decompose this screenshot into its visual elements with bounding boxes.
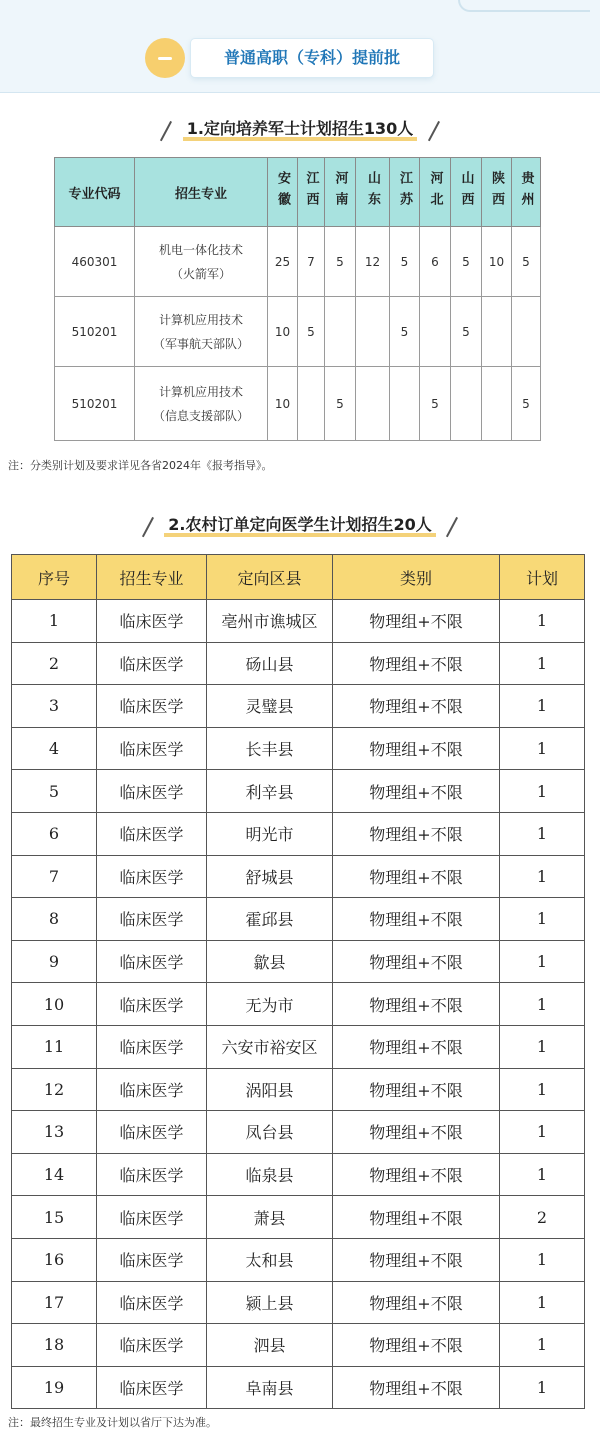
decorative-corner (458, 0, 590, 12)
table-row (12, 1025, 585, 1068)
major-cell: 临床医学 (97, 1068, 207, 1111)
category-cell: 物理组+不限 (333, 642, 500, 685)
major-cell: 临床医学 (97, 1111, 207, 1154)
major-name-cell (135, 297, 268, 367)
category-cell: 物理组+不限 (333, 940, 500, 983)
index-cell: 7 (12, 855, 97, 898)
category-cell: 物理组+不限 (333, 1196, 500, 1239)
quota-cell: 7 (298, 227, 325, 297)
table-row (12, 1366, 585, 1409)
part1-heading (0, 116, 600, 140)
table-row (12, 1238, 585, 1281)
district-cell: 涡阳县 (207, 1068, 333, 1111)
district-cell: 颍上县 (207, 1281, 333, 1324)
major-cell: 临床医学 (97, 1324, 207, 1367)
column-header: 河北 (420, 158, 451, 227)
military-plan-table (54, 157, 541, 441)
major-name-cell (135, 367, 268, 441)
quota-cell (451, 367, 482, 441)
major-code-cell: 460301 (55, 227, 135, 297)
column-header: 江苏 (390, 158, 420, 227)
category-cell: 物理组+不限 (333, 1324, 500, 1367)
index-cell: 6 (12, 812, 97, 855)
quota-cell (482, 367, 512, 441)
index-cell: 3 (12, 685, 97, 728)
column-header: 招生专业 (97, 555, 207, 600)
major-cell: 临床医学 (97, 642, 207, 685)
quota-cell (390, 367, 420, 441)
quota-cell: 5 (420, 367, 451, 441)
quota-cell: 5 (298, 297, 325, 367)
plan-cell: 1 (500, 685, 585, 728)
category-cell: 物理组+不限 (333, 685, 500, 728)
table-header-row (12, 555, 585, 600)
column-header: 贵州 (512, 158, 541, 227)
index-cell: 14 (12, 1153, 97, 1196)
quota-cell: 10 (268, 297, 298, 367)
quota-cell (420, 297, 451, 367)
index-cell: 10 (12, 983, 97, 1026)
quota-cell (325, 297, 356, 367)
index-cell: 5 (12, 770, 97, 813)
quota-cell: 12 (356, 227, 390, 297)
quota-cell: 25 (268, 227, 298, 297)
part2-title: 2.农村订单定向医学生计划招生20人 (168, 515, 432, 534)
table-row (55, 297, 541, 367)
district-cell: 泗县 (207, 1324, 333, 1367)
column-header: 招生专业 (135, 158, 268, 227)
table-row (12, 812, 585, 855)
major-name: 计算机应用技术 (158, 384, 243, 399)
index-cell: 17 (12, 1281, 97, 1324)
table-row (12, 727, 585, 770)
major-cell: 临床医学 (97, 1025, 207, 1068)
district-cell: 六安市裕安区 (207, 1025, 333, 1068)
column-header: 定向区县 (207, 555, 333, 600)
column-header: 陕西 (482, 158, 512, 227)
plan-cell: 2 (500, 1196, 585, 1239)
table-row (12, 642, 585, 685)
table-row (12, 1068, 585, 1111)
plan-cell: 1 (500, 727, 585, 770)
table-row (12, 1153, 585, 1196)
major-unit: （火箭军） (170, 266, 231, 281)
category-cell: 物理组+不限 (333, 983, 500, 1026)
index-cell: 2 (12, 642, 97, 685)
table-row (12, 770, 585, 813)
table-row (12, 898, 585, 941)
major-cell: 临床医学 (97, 600, 207, 643)
district-cell: 舒城县 (207, 855, 333, 898)
quota-cell: 5 (325, 367, 356, 441)
district-cell: 亳州市谯城区 (207, 600, 333, 643)
column-header: 山西 (451, 158, 482, 227)
plan-cell: 1 (500, 642, 585, 685)
district-cell: 霍邱县 (207, 898, 333, 941)
quota-cell (298, 367, 325, 441)
quota-cell: 5 (512, 367, 541, 441)
major-code-cell: 510201 (55, 297, 135, 367)
table-row (12, 1281, 585, 1324)
district-cell: 阜南县 (207, 1366, 333, 1409)
column-header: 山东 (356, 158, 390, 227)
category-cell: 物理组+不限 (333, 600, 500, 643)
column-header: 江西 (298, 158, 325, 227)
major-name-cell (135, 227, 268, 297)
index-cell: 19 (12, 1366, 97, 1409)
plan-cell: 1 (500, 1238, 585, 1281)
major-cell: 临床医学 (97, 812, 207, 855)
slash-decoration-icon (427, 120, 441, 140)
plan-cell: 1 (500, 1153, 585, 1196)
index-cell: 15 (12, 1196, 97, 1239)
major-unit: （信息支援部队） (152, 408, 249, 423)
quota-cell (356, 297, 390, 367)
category-cell: 物理组+不限 (333, 898, 500, 941)
category-cell: 物理组+不限 (333, 812, 500, 855)
quota-cell: 10 (482, 227, 512, 297)
index-cell: 1 (12, 600, 97, 643)
quota-cell (482, 297, 512, 367)
district-cell: 明光市 (207, 812, 333, 855)
slash-decoration-icon (159, 120, 173, 140)
column-header: 序号 (12, 555, 97, 600)
major-name: 机电一体化技术 (158, 242, 243, 257)
category-cell: 物理组+不限 (333, 1238, 500, 1281)
major-cell: 临床医学 (97, 685, 207, 728)
plan-cell: 1 (500, 983, 585, 1026)
column-header: 专业代码 (55, 158, 135, 227)
major-cell: 临床医学 (97, 1238, 207, 1281)
district-cell: 萧县 (207, 1196, 333, 1239)
part1-note: 注：分类别计划及要求详见各省2024年《报考指导》。 (8, 459, 273, 472)
plan-cell: 1 (500, 1281, 585, 1324)
column-header: 类别 (333, 555, 500, 600)
plan-cell: 1 (500, 898, 585, 941)
major-cell: 临床医学 (97, 1366, 207, 1409)
major-cell: 临床医学 (97, 898, 207, 941)
district-cell: 长丰县 (207, 727, 333, 770)
major-cell: 临床医学 (97, 1281, 207, 1324)
plan-cell: 1 (500, 1366, 585, 1409)
quota-cell: 5 (512, 227, 541, 297)
major-cell: 临床医学 (97, 983, 207, 1026)
category-cell: 物理组+不限 (333, 1025, 500, 1068)
major-cell: 临床医学 (97, 1153, 207, 1196)
district-cell: 太和县 (207, 1238, 333, 1281)
quota-cell (512, 297, 541, 367)
index-cell: 4 (12, 727, 97, 770)
major-cell: 临床医学 (97, 855, 207, 898)
category-cell: 物理组+不限 (333, 1111, 500, 1154)
quota-cell (356, 367, 390, 441)
table-row (12, 685, 585, 728)
major-cell: 临床医学 (97, 770, 207, 813)
quota-cell: 10 (268, 367, 298, 441)
quota-cell: 5 (325, 227, 356, 297)
section-title: 普通高职（专科）提前批 (191, 39, 433, 77)
major-cell: 临床医学 (97, 727, 207, 770)
table-row (12, 983, 585, 1026)
index-cell: 18 (12, 1324, 97, 1367)
district-cell: 歙县 (207, 940, 333, 983)
major-code-cell: 510201 (55, 367, 135, 441)
category-cell: 物理组+不限 (333, 1366, 500, 1409)
column-header: 河南 (325, 158, 356, 227)
district-cell: 利辛县 (207, 770, 333, 813)
medical-plan-table (11, 554, 585, 1409)
index-cell: 12 (12, 1068, 97, 1111)
quota-cell: 5 (451, 227, 482, 297)
column-header: 计划 (500, 555, 585, 600)
index-cell: 8 (12, 898, 97, 941)
quota-cell: 5 (390, 297, 420, 367)
district-cell: 灵璧县 (207, 685, 333, 728)
table-row (12, 1196, 585, 1239)
district-cell: 无为市 (207, 983, 333, 1026)
column-header: 安徽 (268, 158, 298, 227)
index-cell: 11 (12, 1025, 97, 1068)
index-cell: 9 (12, 940, 97, 983)
table-row (12, 940, 585, 983)
table-row (55, 227, 541, 297)
plan-cell: 1 (500, 940, 585, 983)
category-cell: 物理组+不限 (333, 727, 500, 770)
index-cell: 13 (12, 1111, 97, 1154)
table-row (12, 600, 585, 643)
quota-cell: 6 (420, 227, 451, 297)
index-cell: 16 (12, 1238, 97, 1281)
plan-cell: 1 (500, 600, 585, 643)
quota-cell: 5 (451, 297, 482, 367)
major-cell: 临床医学 (97, 940, 207, 983)
table-row (12, 1111, 585, 1154)
major-unit: （军事航天部队） (152, 336, 249, 351)
district-cell: 临泉县 (207, 1153, 333, 1196)
part1-title: 1.定向培养军士计划招生130人 (186, 119, 414, 138)
category-cell: 物理组+不限 (333, 1153, 500, 1196)
category-cell: 物理组+不限 (333, 1281, 500, 1324)
category-cell: 物理组+不限 (333, 770, 500, 813)
category-cell: 物理组+不限 (333, 855, 500, 898)
plan-cell: 1 (500, 855, 585, 898)
part2-note: 注：最终招生专业及计划以省厅下达为准。 (8, 1416, 217, 1429)
dash-circle-icon (145, 38, 185, 78)
slash-decoration-icon (141, 516, 155, 536)
plan-cell: 1 (500, 1025, 585, 1068)
major-name: 计算机应用技术 (158, 312, 243, 327)
plan-cell: 1 (500, 812, 585, 855)
table-row (55, 367, 541, 441)
slash-decoration-icon (445, 516, 459, 536)
plan-cell: 1 (500, 1111, 585, 1154)
plan-cell: 1 (500, 1324, 585, 1367)
district-cell: 砀山县 (207, 642, 333, 685)
quota-cell: 5 (390, 227, 420, 297)
major-cell: 临床医学 (97, 1196, 207, 1239)
plan-cell: 1 (500, 770, 585, 813)
plan-cell: 1 (500, 1068, 585, 1111)
table-row (12, 1324, 585, 1367)
part2-heading (0, 512, 600, 536)
table-row (12, 855, 585, 898)
table-header-row (55, 158, 541, 227)
category-cell: 物理组+不限 (333, 1068, 500, 1111)
district-cell: 凤台县 (207, 1111, 333, 1154)
